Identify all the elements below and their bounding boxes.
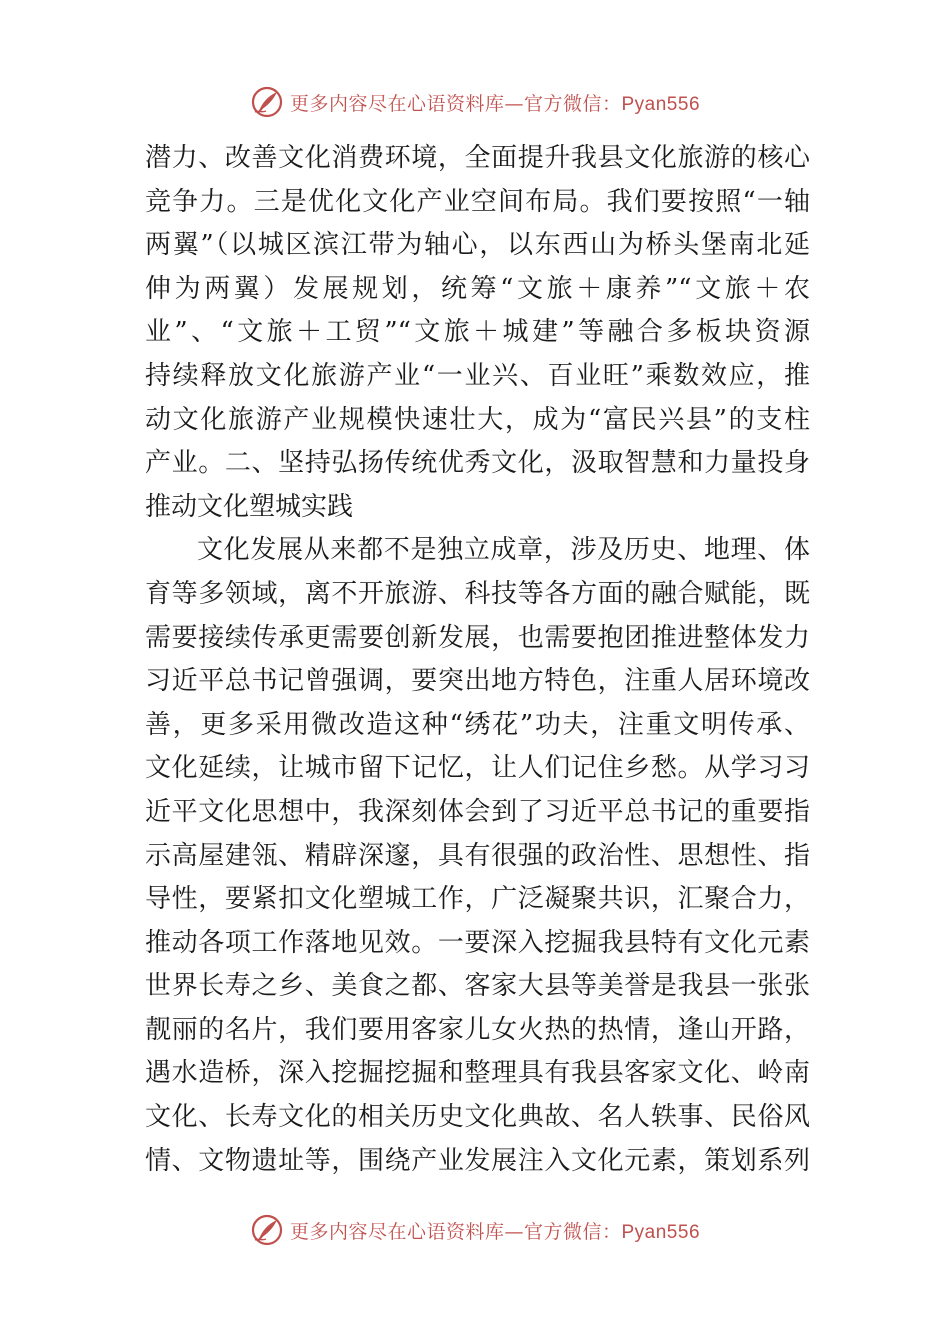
text-line: 靓丽的名片，我们要用客家儿女火热的热情，逢山开路， [145,1014,810,1045]
footer-banner [0,1210,950,1250]
text-line: 导性，要紧扣文化塑城工作，广泛凝聚共识，汇聚合力， [145,884,810,915]
text-line: 文化、长寿文化的相关历史文化典故、名人轶事、民俗风 [145,1102,810,1133]
text-line: 产业。二、坚持弘扬传统优秀文化，汲取智慧和力量投身 [145,448,810,479]
header-banner-text: 更多内容尽在心语资料库—官方微信：Pyan556 [289,92,701,115]
text-line: 习近平总书记曾强调，要突出地方特色，注重人居环境改 [145,666,810,697]
text-line: 两翼”（以城区滨江带为轴心，以东西山为桥头堡南北延 [145,230,810,261]
footer-banner-text: 更多内容尽在心语资料库—官方微信：Pyan556 [289,1220,701,1243]
text-line: 动文化旅游产业规模快速壮大，成为“富民兴县”的支柱 [145,404,810,435]
header-wechat-id: Pyan556 [621,93,701,115]
text-line: 遇水造桥，深入挖掘挖掘和整理具有我县客家文化、岭南 [145,1058,810,1089]
feather-quill-logo-icon [250,1213,284,1247]
feather-quill-logo-icon [250,85,284,119]
text-line: 持续释放文化旅游产业“一业兴、百业旺”乘数效应，推 [145,360,810,391]
text-line: 善，更多采用微改造这种“绣花”功夫，注重文明传承、 [145,709,810,740]
paragraph-start-line: 文化发展从来都不是独立成章，涉及历史、地理、体 [197,535,810,566]
text-line: 竞争力。三是优化文化产业空间布局。我们要按照“一轴 [145,186,810,217]
text-line: 情、文物遗址等，围绕产业发展注入文化元素，策划系列 [145,1145,810,1176]
text-line: 示高屋建瓴、精辟深邃，具有很强的政治性、思想性、指 [145,840,810,871]
document-body [145,137,810,1183]
text-line: 需要接续传承更需要创新发展，也需要抱团推进整体发力 [145,622,810,653]
header-banner [0,82,950,122]
text-line: 近平文化思想中，我深刻体会到了习近平总书记的重要指 [145,796,810,827]
text-line: 伸为两翼）发展规划，统筹“文旅＋康养”“文旅＋农 [145,273,810,304]
text-line: 文化延续，让城市留下记忆，让人们记住乡愁。从学习习 [145,753,810,784]
text-line: 推动各项工作落地见效。一要深入挖掘我县特有文化元素 [145,927,810,958]
text-line: 业”、“文旅＋工贸”“文旅＋城建”等融合多板块资源 [145,317,810,348]
text-line: 潜力、改善文化消费环境，全面提升我县文化旅游的核心 [145,143,810,173]
text-line: 世界长寿之乡、美食之都、客家大县等美誉是我县一张张 [145,971,810,1002]
text-line: 推动文化塑城实践 [145,491,354,522]
footer-wechat-id: Pyan556 [621,1221,701,1243]
text-line: 育等多领域，离不开旅游、科技等各方面的融合赋能，既 [145,578,810,609]
